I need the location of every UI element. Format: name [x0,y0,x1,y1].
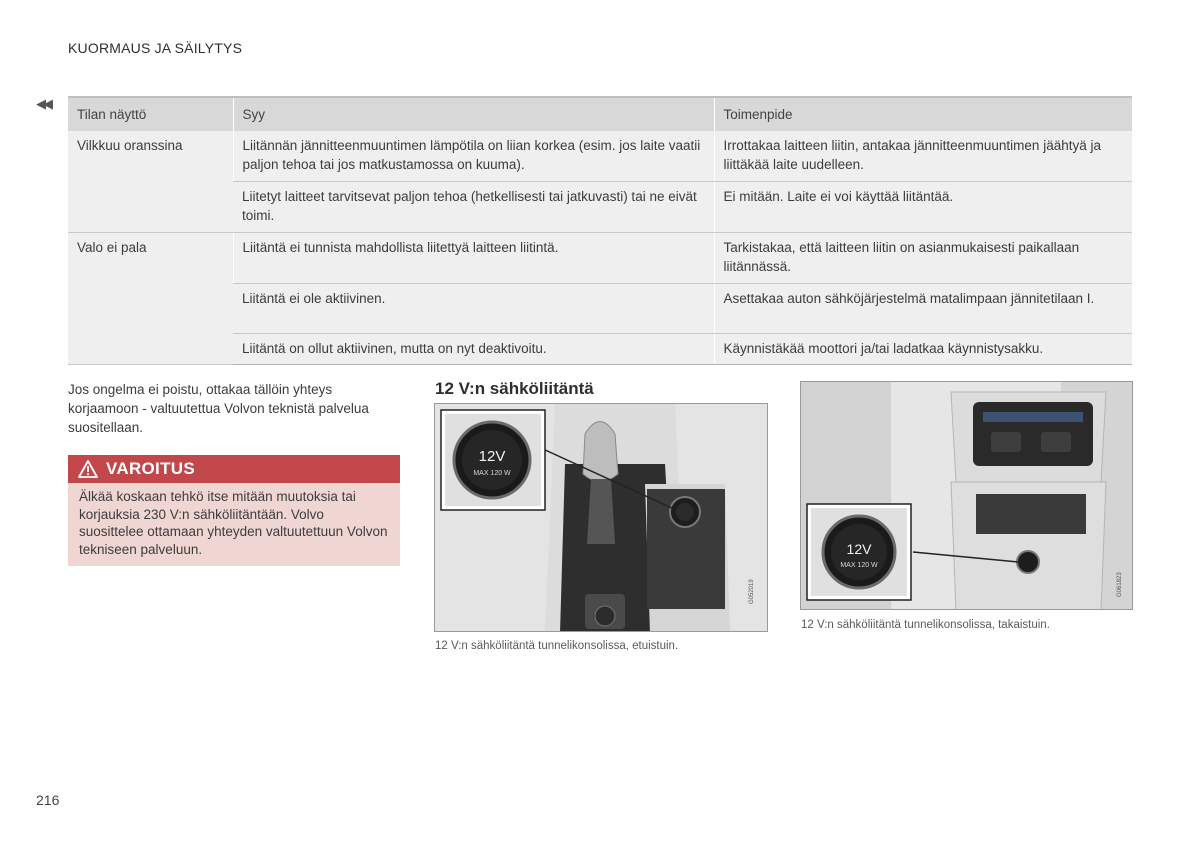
action-cell: Ei mitään. Laite ei voi käyttää liitäntää. [714,181,1132,232]
table-header-row [68,97,1132,131]
warning-box [68,455,400,566]
caption-rear: 12 V:n sähköliitäntä tunnelikonsolissa, takaistuin. [801,619,1050,631]
table-row [68,131,1132,181]
action-cell: Irrottakaa laitteen liitin, antakaa jännitteenmuuntimen jäähtyä ja liittäkää laite uudelleen. [714,131,1132,181]
warning-text: Älkää koskaan tehkö itse mitään muutoksia tai korjauksia 230 V:n sähköliitäntään. Volvo suosittelee ottamaan yhteyden valtuutettuun Volvon tekniseen palveluun. [79,489,388,557]
rear-console-image [800,381,1133,610]
socket-sub-rear: MAX 120 W [840,562,878,569]
warning-header [68,455,400,483]
socket-label-front: 12V [478,448,506,465]
warning-title: VAROITUS [106,459,195,478]
status-table [68,96,1132,365]
status-cell: Valo ei pala [68,232,233,364]
note-paragraph: Jos ongelma ei poistu, ottakaa tällöin yhteys korjaamoon - valtuutettua Volvon teknistä palvelua suositellaan. [68,382,369,435]
table-row [68,232,1132,283]
page-number: 216 [36,792,60,808]
socket-label-rear: 12V [846,541,872,557]
socket-heading: 12 V:n sähköliitäntä [435,379,594,398]
socket-sub-front: MAX 120 W [473,470,511,477]
column-header-cause: Syy [233,97,714,131]
action-cell: Asettakaa auton sähköjärjestelmä matalimpaan jännitetilaan I. [714,283,1132,333]
figure-code-front: G052019 [749,579,755,604]
action-cell: Käynnistäkää moottori ja/tai ladatkaa käynnistysakku. [714,333,1132,364]
cause-cell: Liitäntä on ollut aktiivinen, mutta on nyt deaktivoitu. [233,333,714,364]
action-cell: Tarkistakaa, että laitteen liitin on asianmukaisesti paikallaan liitännässä. [714,232,1132,283]
cause-cell: Liitännän jännitteenmuuntimen lämpötila on liian korkea (esim. jos laite vaatii paljon tehoa tai jos matkustamossa on kuuma). [233,131,714,181]
cause-cell: Liitäntä ei ole aktiivinen. [233,283,714,333]
section-title: KUORMAUS JA SÄILYTYS [68,40,243,56]
column-header-action: Toimenpide [714,97,1132,131]
column-header-status: Tilan näyttö [68,97,233,131]
front-console-image [434,403,768,632]
cause-cell: Liitäntä ei tunnista mahdollista liitettyä laitteen liitintä. [233,232,714,283]
warning-triangle-icon [78,460,98,478]
status-cell: Vilkkuu oranssina [68,131,233,232]
caption-front: 12 V:n sähköliitäntä tunnelikonsolissa, etuistuin. [435,640,679,652]
figure-code-rear: G061823 [1117,572,1123,597]
double-chevron-left-icon[interactable]: ◀◀ [36,96,50,111]
cause-cell: Liitetyt laitteet tarvitsevat paljon tehoa (hetkellisesti tai jatkuvasti) tai ne eivät toimi. [233,181,714,232]
